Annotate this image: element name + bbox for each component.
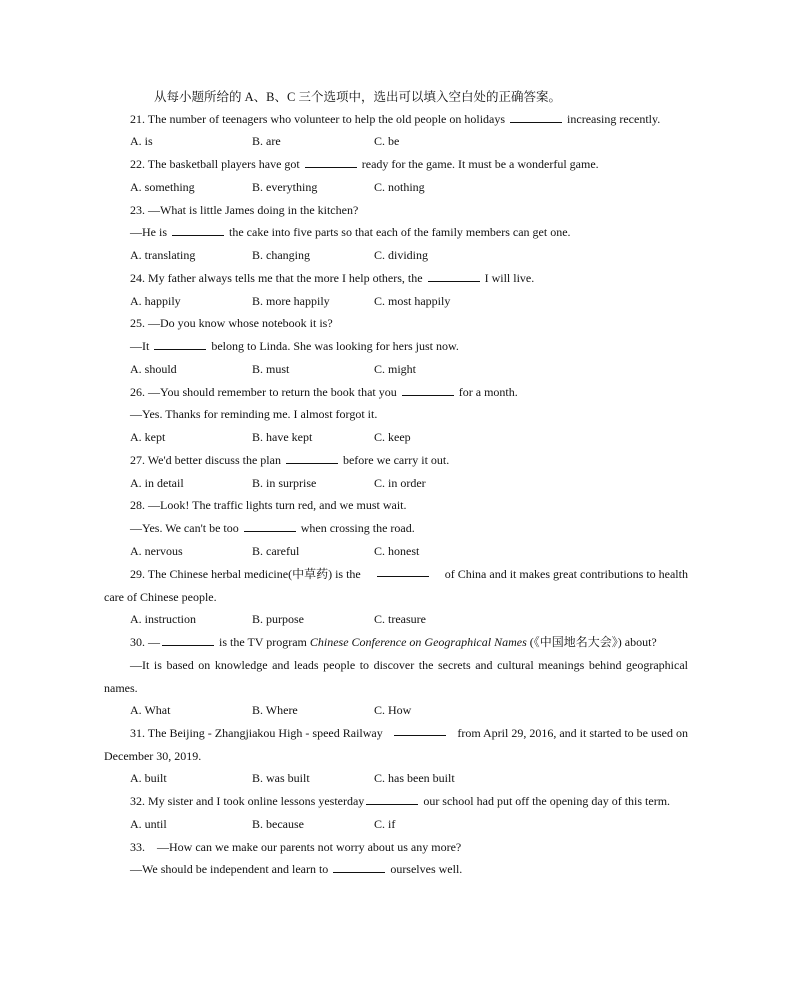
option-a[interactable]: A. happily: [130, 294, 181, 308]
option-c[interactable]: C. How: [374, 703, 412, 717]
option-b[interactable]: B. changing: [252, 248, 310, 262]
question-26: 26. —You should remember to return the book that you for a month.: [130, 385, 518, 399]
question-31-cont: December 30, 2019.: [104, 749, 202, 763]
question-30: 30. — is the TV program Chinese Conference on Geographical Names (《中国地名大会》) about?: [130, 635, 657, 649]
question-32: 32. My sister and I took online lessons yesterday our school had put off the opening day of this term.: [130, 794, 671, 808]
option-c[interactable]: C. in order: [374, 476, 426, 490]
question-33-reply: —We should be independent and learn to ourselves well.: [130, 862, 463, 876]
option-b[interactable]: B. was built: [252, 771, 310, 785]
question-23-reply: —He is the cake into five parts so that each of the family members can get one.: [130, 225, 571, 239]
question-25-reply: —It belong to Linda. She was looking for hers just now.: [130, 339, 459, 353]
question-24: 24. My father always tells me that the more I help others, the I will live.: [130, 271, 535, 285]
answer-blank[interactable]: [510, 112, 562, 123]
answer-blank[interactable]: [402, 385, 454, 396]
question-30-reply-cont: names.: [104, 681, 138, 695]
option-b[interactable]: B. Where: [252, 703, 298, 717]
option-b[interactable]: B. careful: [252, 544, 300, 558]
program-title: Chinese Conference on Geographical Names: [309, 635, 527, 649]
option-b[interactable]: B. in surprise: [252, 476, 317, 490]
answer-blank[interactable]: [333, 862, 385, 873]
option-b[interactable]: B. purpose: [252, 612, 304, 626]
answer-blank[interactable]: [244, 521, 296, 532]
question-29: 29. The Chinese herbal medicine(中草药) is the of China and it makes great contributions to health: [130, 567, 688, 581]
question-21: 21. The number of teenagers who volunteer to help the old people on holidays increasing recently.: [130, 112, 661, 126]
option-b[interactable]: B. more happily: [252, 294, 330, 308]
option-c[interactable]: C. might: [374, 362, 417, 376]
option-c[interactable]: C. nothing: [374, 180, 425, 194]
option-a[interactable]: A. translating: [130, 248, 196, 262]
option-b[interactable]: B. because: [252, 817, 304, 831]
option-a[interactable]: A. built: [130, 771, 167, 785]
option-c[interactable]: C. treasure: [374, 612, 426, 626]
question-22: 22. The basketball players have got ready for the game. It must be a wonderful game.: [130, 157, 599, 171]
question-29-cont: care of Chinese people.: [104, 590, 217, 604]
question-30-reply: —It is based on knowledge and leads people to discover the secrets and cultural meanings behind geographical: [130, 658, 688, 672]
question-33: 33. —How can we make our parents not worry about us any more?: [130, 840, 462, 854]
option-b[interactable]: B. have kept: [252, 430, 313, 444]
option-a[interactable]: A. What: [130, 703, 171, 717]
answer-blank[interactable]: [172, 225, 224, 236]
answer-blank[interactable]: [428, 271, 480, 282]
answer-blank[interactable]: [305, 157, 357, 168]
question-27: 27. We'd better discuss the plan before we carry it out.: [130, 453, 450, 467]
option-a[interactable]: A. instruction: [130, 612, 196, 626]
instruction: 从每小题所给的 A、B、C 三个选项中，选出可以填入空白处的正确答案。: [154, 90, 561, 104]
option-a[interactable]: A. something: [130, 180, 195, 194]
option-b[interactable]: B. must: [252, 362, 290, 376]
option-c[interactable]: C. honest: [374, 544, 420, 558]
question-23: 23. —What is little James doing in the kitchen?: [130, 203, 359, 217]
option-c[interactable]: C. dividing: [374, 248, 429, 262]
option-a[interactable]: A. kept: [130, 430, 166, 444]
option-a[interactable]: A. in detail: [130, 476, 184, 490]
option-a[interactable]: A. should: [130, 362, 177, 376]
option-a[interactable]: A. until: [130, 817, 167, 831]
answer-blank[interactable]: [377, 566, 429, 577]
option-c[interactable]: C. be: [374, 134, 400, 148]
option-b[interactable]: B. everything: [252, 180, 318, 194]
question-28: 28. —Look! The traffic lights turn red, and we must wait.: [130, 498, 407, 512]
answer-blank[interactable]: [394, 725, 446, 736]
answer-blank[interactable]: [162, 635, 214, 646]
option-c[interactable]: C. most happily: [374, 294, 451, 308]
question-31: 31. The Beijing - Zhangjiakou High - speed Railway from April 29, 2016, and it started to be used on: [130, 726, 688, 740]
option-b[interactable]: B. are: [252, 134, 281, 148]
option-a[interactable]: A. is: [130, 134, 153, 148]
question-25: 25. —Do you know whose notebook it is?: [130, 316, 333, 330]
question-28-reply: —Yes. We can't be too when crossing the road.: [130, 521, 415, 535]
option-a[interactable]: A. nervous: [130, 544, 183, 558]
answer-blank[interactable]: [154, 339, 206, 350]
option-c[interactable]: C. has been built: [374, 771, 455, 785]
option-c[interactable]: C. keep: [374, 430, 411, 444]
answer-blank[interactable]: [286, 453, 338, 464]
question-26-reply: —Yes. Thanks for reminding me. I almost forgot it.: [130, 407, 378, 421]
option-c[interactable]: C. if: [374, 817, 396, 831]
answer-blank[interactable]: [366, 794, 418, 805]
